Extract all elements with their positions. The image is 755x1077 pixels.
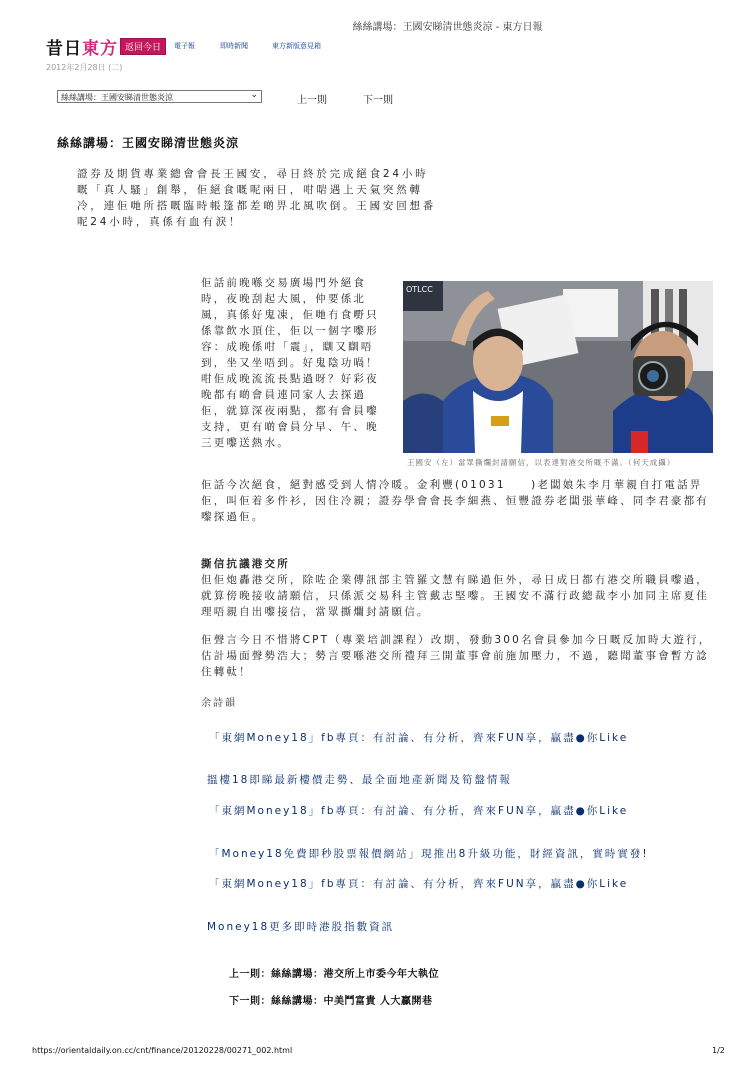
nav-link-instant-news[interactable]: 即時新聞 (220, 42, 248, 50)
article-photo (403, 281, 713, 453)
article-title: 絲絲講場：王國安睇清世態炎涼 (57, 136, 240, 150)
promo-link-index[interactable]: Money18更多即時港股指數資訊 (207, 921, 395, 933)
footer-url: https://orientaldaily.on.cc/cnt/finance/20120228/00271_002.html (32, 1046, 293, 1055)
promo-link-fb-1[interactable]: 「東網Money18」fb專頁：有討論、有分析，齊來FUN享，贏盡●你Like (209, 732, 629, 744)
promo-link-fb-3[interactable]: 「東網Money18」fb專頁：有討論、有分析，齊來FUN享，贏盡●你Like (209, 878, 629, 890)
section-subheading: 撕信抗議港交所 (201, 558, 290, 570)
related-prev[interactable] (229, 965, 439, 980)
article-paragraph-1: 佢話前晚喺交易廣場門外絕食時，夜晚刮起大風，仲要係北風，真係好鬼凍，佢哋冇食嘢只係靠飲水頂住，佢以一個字嚟形容：成晚係咁「震」，瞓又瞓唔到，坐又坐唔到。好鬼陰功喎！咁佢成晚流流長點過呀？好彩夜晚都有啲會員連同家人去探過佢，就算深夜兩點，都有會員嚟支持，更有啲會員分早、午、晚三更嚟送熱水。 (201, 277, 379, 449)
article-paragraph-4: 佢聲言今日不惜將CPT（專業培訓課程）改期，發動300名會員參加今日嘅反加時大遊行，估計場面聲勢浩大；勢言要喺港交所禮拜三開董事會前施加壓力，不過，聽聞董事會暫方諗住轉軚！ (201, 634, 712, 678)
chevron-down-icon: ⌄ (250, 90, 258, 100)
prev-article-link[interactable]: 上一則 (297, 95, 327, 106)
article-lead: 證券及期貨專業總會會長王國安，尋日終於完成絕食24小時嘅「真人騷」創舉，佢絕食嘅呢兩日，咁啱遇上天氣突然轉冷，連佢哋所搭嘅臨時帳篷都差啲畀北風吹倒。王國安回想番呢24小時，真係有血有淚！ (77, 168, 437, 228)
related-next[interactable] (229, 992, 432, 1007)
footer-page-number: 1/2 (712, 1046, 725, 1055)
print-header-title: 絲絲講場：王國安睇清世態炎涼 - 東方日報 (352, 22, 543, 33)
related-prev-prefix: 上一則： (229, 969, 271, 980)
related-next-prefix: 下一則： (229, 996, 271, 1007)
article-author: 余詩韻 (201, 698, 237, 709)
back-to-today-button[interactable]: 返回今日 (120, 38, 166, 55)
promo-link-quotes[interactable]: 「Money18免費即秒股票報價網站」現推出8升級功能，財經資訊，實時實發! (209, 848, 649, 860)
issue-date: 2012年2月28日 (二) (46, 63, 123, 72)
logo-prefix: 昔日 (46, 39, 82, 59)
photo-caption: 王國安（左）當眾撕爛封請願信，以表達對港交所嘅不滿。（何天成攝） (407, 458, 676, 467)
promo-link-fb-2[interactable]: 「東網Money18」fb專頁：有討論、有分析，齊來FUN享，贏盡●你Like (209, 805, 629, 817)
promo-link-property[interactable]: 搵樓18即睇最新樓價走勢、最全面地產新聞及筍盤情報 (207, 774, 512, 786)
related-next-title: 絲絲講場：中美鬥富貴 人大贏開巷 (271, 996, 433, 1007)
related-prev-title: 絲絲講場：港交所上市委今年大執位 (271, 969, 439, 980)
photo-sign-text: OTLCC (406, 285, 433, 294)
logo-brand: 東方 (82, 39, 118, 59)
next-article-link[interactable]: 下一則 (363, 95, 393, 106)
article-select[interactable] (57, 90, 262, 103)
protest-photo-illustration (403, 281, 713, 453)
article-select-value: 絲絲講場：王國安睇清世態炎涼 (61, 93, 173, 102)
nav-link-epaper[interactable]: 電子報 (174, 42, 195, 50)
article-paragraph-2: 佢話今次絕食，絕對感受到人情冷暖。金利豐(01031 )老闆娘朱李月華親自打電話畀佢，叫佢着多件衫，因住冷親；證券學會會長李細燕、恒豐證券老闆張華峰、同李君豪都有嚟探過佢。 (201, 479, 709, 523)
nav-link-feedback[interactable]: 東方新版意見箱 (272, 42, 321, 50)
site-logo[interactable] (46, 34, 118, 59)
article-paragraph-3: 但佢炮轟港交所，除咗企業傳訊部主管羅文慧有睇過佢外，尋日成日都冇港交所職員嚟過，就算傍晚接收請願信，只係派交易科主管戴志堅嚟。王國安不滿行政總裁李小加同主席夏佳理唔親自出嚟接信，當眾撕爛封請願信。 (201, 574, 709, 618)
